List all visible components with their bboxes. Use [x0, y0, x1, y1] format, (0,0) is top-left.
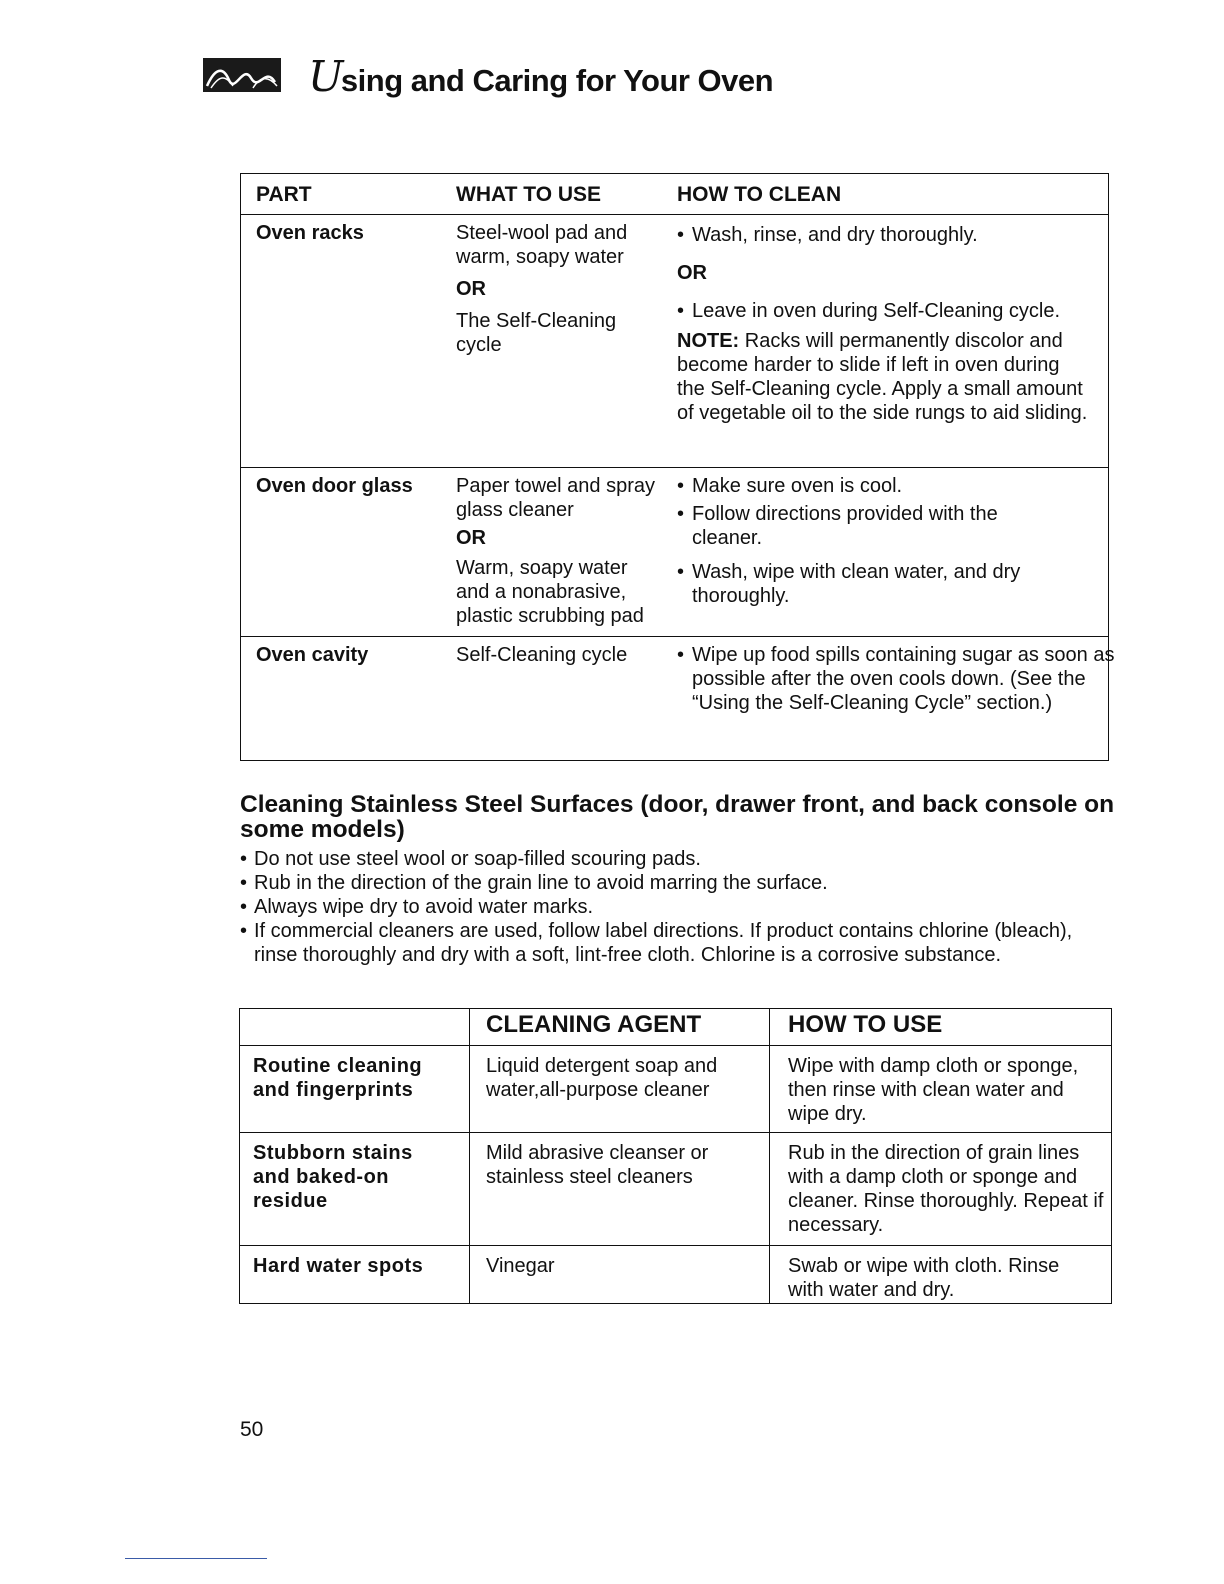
list-item: • Always wipe dry to avoid water marks.	[240, 895, 1100, 919]
clean-step: • Wash, wipe with clean water, and dry thoroughly.	[677, 560, 1052, 608]
list-item: • Rub in the direction of the grain line to avoid marring the surface.	[240, 871, 1100, 895]
table-row	[240, 1046, 1111, 1133]
clean-step: • Leave in oven during Self-Cleaning cycle.	[677, 299, 1102, 323]
footer-rule	[125, 1558, 267, 1559]
table-row	[240, 1246, 1111, 1302]
oven-cleaning-table	[240, 173, 1115, 761]
or-text: OR	[677, 262, 707, 284]
clean-step: • Wipe up food spills containing sugar as soon as possible after the oven cools down. (See the “Using the Self-Cleaning Cycle” section.)	[677, 643, 1117, 715]
note-body: Racks will permanently discolor and become harder to slide if left in oven during the Self-Cleaning cycle. Apply a small amount of vegetable oil to the side rungs to aid sliding.	[677, 330, 1088, 424]
part-cell: Oven racks	[256, 222, 364, 244]
cleaning-agent-cell: Vinegar	[486, 1255, 555, 1277]
header-how-to-use: HOW TO USE	[788, 1011, 943, 1038]
what-to-use-cell	[456, 643, 666, 675]
clean-step: • Follow directions provided with the cleaner.	[677, 502, 1012, 550]
how-to-clean-cell	[677, 223, 1102, 433]
how-to-use-cell: Wipe with damp cloth or sponge, then rinse with clean water and wipe dry.	[788, 1055, 1079, 1125]
title-text: sing and Caring for Your Oven	[340, 63, 774, 98]
table-row	[241, 215, 1108, 468]
how-to-use-cell: Swab or wipe with cloth. Rinse with water and dry.	[788, 1255, 1060, 1301]
what-to-use-cell	[456, 221, 666, 365]
table-row	[241, 637, 1115, 759]
stain-type-cell: Routine cleaning and fingerprints	[253, 1055, 423, 1101]
what-to-use-cell	[456, 474, 666, 636]
table-row	[241, 468, 1108, 637]
stainless-tips-list	[240, 847, 1100, 967]
clean-step: • Make sure oven is cool.	[677, 474, 1102, 498]
stain-type-cell: Stubborn stains and baked-on residue	[253, 1142, 413, 1212]
header-part: PART	[256, 183, 312, 206]
header-cleaning-agent: CLEANING AGENT	[486, 1011, 702, 1038]
header-how-to-clean: HOW TO CLEAN	[677, 183, 842, 206]
use-text: Warm, soapy water and a nonabrasive, plastic scrubbing pad	[456, 557, 644, 627]
cleaning-agent-cell: Mild abrasive cleanser or stainless steel cleaners	[486, 1142, 709, 1188]
cleaning-agent-table	[239, 1008, 1112, 1304]
use-text: The Self-Cleaning cycle	[456, 310, 617, 356]
note-label: NOTE:	[677, 330, 740, 352]
stain-type-cell: Hard water spots	[253, 1255, 424, 1277]
part-cell: Oven cavity	[256, 644, 369, 666]
table-header	[240, 1009, 1111, 1046]
use-text: Steel-wool pad and warm, soapy water	[456, 222, 628, 268]
section-heading: Cleaning Stainless Steel Surfaces (door, drawer front, and back console on some models)	[240, 791, 1115, 843]
use-text: Self-Cleaning cycle	[456, 644, 628, 666]
how-to-clean-cell	[677, 474, 1102, 612]
note-text	[677, 329, 1092, 425]
how-to-use-cell: Rub in the direction of grain lines with a damp cloth or sponge and cleaner. Rinse thoroughly. Repeat if necessary.	[788, 1142, 1104, 1236]
page-title	[308, 52, 773, 101]
or-text: OR	[456, 527, 486, 549]
how-to-clean-cell	[677, 643, 1115, 719]
list-item: • If commercial cleaners are used, follow label directions. If product contains chlorine (bleach), rinse thoroughly and dry with a soft, lint-free cloth. Chlorine is a corrosive substance.	[240, 919, 1100, 967]
header-what-to-use: WHAT TO USE	[456, 183, 602, 206]
whirlpool-logo-icon	[203, 58, 281, 92]
cleaning-agent-cell: Liquid detergent soap and water,all-purpose cleaner	[486, 1055, 718, 1101]
title-initial: U	[308, 52, 343, 101]
part-cell: Oven door glass	[256, 475, 413, 497]
page-number: 50	[240, 1418, 264, 1441]
table-row	[240, 1133, 1111, 1246]
list-item: • Do not use steel wool or soap-filled scouring pads.	[240, 847, 1100, 871]
table-header	[241, 174, 1108, 215]
clean-step: • Wash, rinse, and dry thoroughly.	[677, 223, 1102, 247]
or-text: OR	[456, 278, 486, 300]
use-text: Paper towel and spray glass cleaner	[456, 475, 656, 521]
